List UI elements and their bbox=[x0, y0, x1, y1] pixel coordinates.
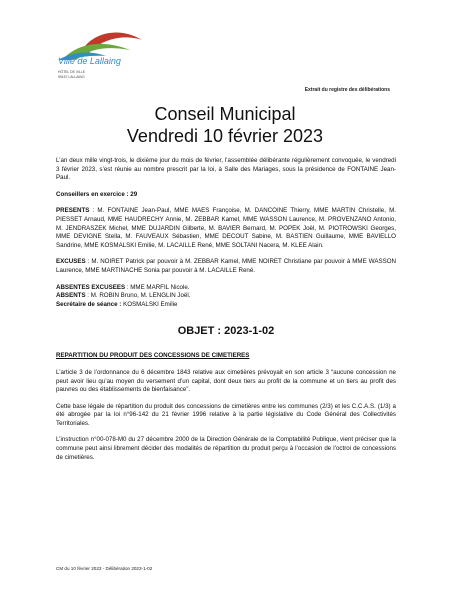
presents-label: PRESENTS bbox=[56, 207, 90, 215]
secretaire-label: Secrétaire de séance : bbox=[56, 300, 122, 308]
logo-hills-graphic bbox=[50, 20, 150, 60]
logo-tagline-line1: HÔTEL DE VILLE bbox=[58, 70, 86, 74]
absents-text: : M. ROBIN Bruno, M. LENGLIN Joël. bbox=[85, 292, 191, 300]
title-line2: Vendredi 10 février 2023 bbox=[126, 126, 324, 146]
secretaire-line bbox=[56, 301, 396, 310]
extract-label: Extrait du registre des délibérations bbox=[304, 87, 390, 93]
logo-tagline-line2: 59167 LALLAING bbox=[58, 75, 85, 79]
page-footer: CM du 10 février 2023 - Délibération 2023-1-02 bbox=[56, 566, 153, 571]
document-title bbox=[0, 103, 450, 147]
logo-town-name: Ville de Lallaing bbox=[58, 56, 121, 66]
section-heading: REPARTITION DU PRODUIT DES CONCESSIONS DE CIMETIERES bbox=[56, 352, 250, 360]
presents-text: : M. FONTAINE Jean-Paul, MME MAES Françoise, M. DANCOINE Thierry, MME MARTIN Christelle, M. PIESSET Arnaud, MME HAUDRECHY Annie, M. ZEBBAR Kamel, MME WASSON Laurence, M. PROVENZANO Antonio, M. JENDRASZEK Michel, MME DUJARDIN Gilberte, M. BAVIER Bernard, M. POPEK Joël, M. PIOTROWSKI Georges, MME DEVIGNE Stella, M. FAUVEAUX Sébastien, MME DECOUT Sabine, M. BASTIEN Guillaume, MME BAVIELLO Sandrine, MME KOSMALSKI Emilie, M. LACAILLE René, MME SOLTANI Nacera, M. KLEE Alain. bbox=[56, 207, 396, 249]
absentes-excusees-text: : MME MARFIL Nicole. bbox=[125, 283, 190, 291]
title-line1: Conseil Municipal bbox=[154, 104, 296, 124]
body-paragraph-2: Cette base légale de répartition du produit des concessions de cimetières entre les communes (2/3) et les C.C.A.S. (1/3) a été abrogée par la loi n°96-142 du 21 février 1996 relative à la partie législative du Code Général des Collectivités Territoriales. bbox=[56, 402, 396, 427]
excuses-paragraph bbox=[56, 258, 396, 275]
document-body bbox=[56, 157, 396, 470]
absents-label: ABSENTS bbox=[56, 292, 86, 300]
presents-paragraph bbox=[56, 207, 396, 250]
town-logo bbox=[50, 20, 150, 100]
secretaire-text: KOSMALSKI Emilie bbox=[121, 300, 178, 308]
absentes-excusees-line bbox=[56, 284, 396, 293]
excuses-text: : M. NOIRET Patrick par pouvoir à M. ZEBBAR Kamel, MME NOIRET Christiane par pouvoir à MME WASSON Laurence, MME MARTINACHE Sonia par pouvoir à M. LACAILLE René. bbox=[56, 258, 396, 274]
objet-heading: OBJET : 2023-1-02 bbox=[177, 325, 275, 338]
logo-tagline bbox=[58, 70, 128, 80]
body-paragraph-3: L’instruction n°00-078-M0 du 27 décembre 2000 de la Direction Générale de la Comptabilité Publique, vient préciser que la commune peut ainsi librement décider des modalités de répartition du produit perçu à l’occasion de l’octroi de concessions de cimetières. bbox=[56, 436, 396, 461]
absents-line bbox=[56, 292, 396, 301]
body-paragraph-1: L’article 3 de l’ordonnance du 6 décembre 1843 relative aux cimetières prévoyait en son article 3 “aucune concession ne peut avoir lieu qu’au moyen du versement d’un capital, dont deux tiers au profit de la commune et un tiers au profit des pauvres ou des établissements de bienfaisance”. bbox=[56, 368, 396, 394]
absentes-excusees-label: ABSENTES EXCUSEES bbox=[56, 283, 126, 291]
conseillers-line: Conseillers en exercice : 29 bbox=[56, 190, 138, 198]
intro-paragraph: L’an deux mille vingt-trois, le dixième jour du mois de février, l’assemblée délibérante régulièrement convoquée, le vendredi 3 février 2023, s’est réunie au nombre prescrit par la loi, à Salle des Mariages, sous la présidence de FONTAINE Jean-Paul. bbox=[56, 157, 396, 182]
excuses-label: EXCUSES bbox=[56, 258, 86, 266]
